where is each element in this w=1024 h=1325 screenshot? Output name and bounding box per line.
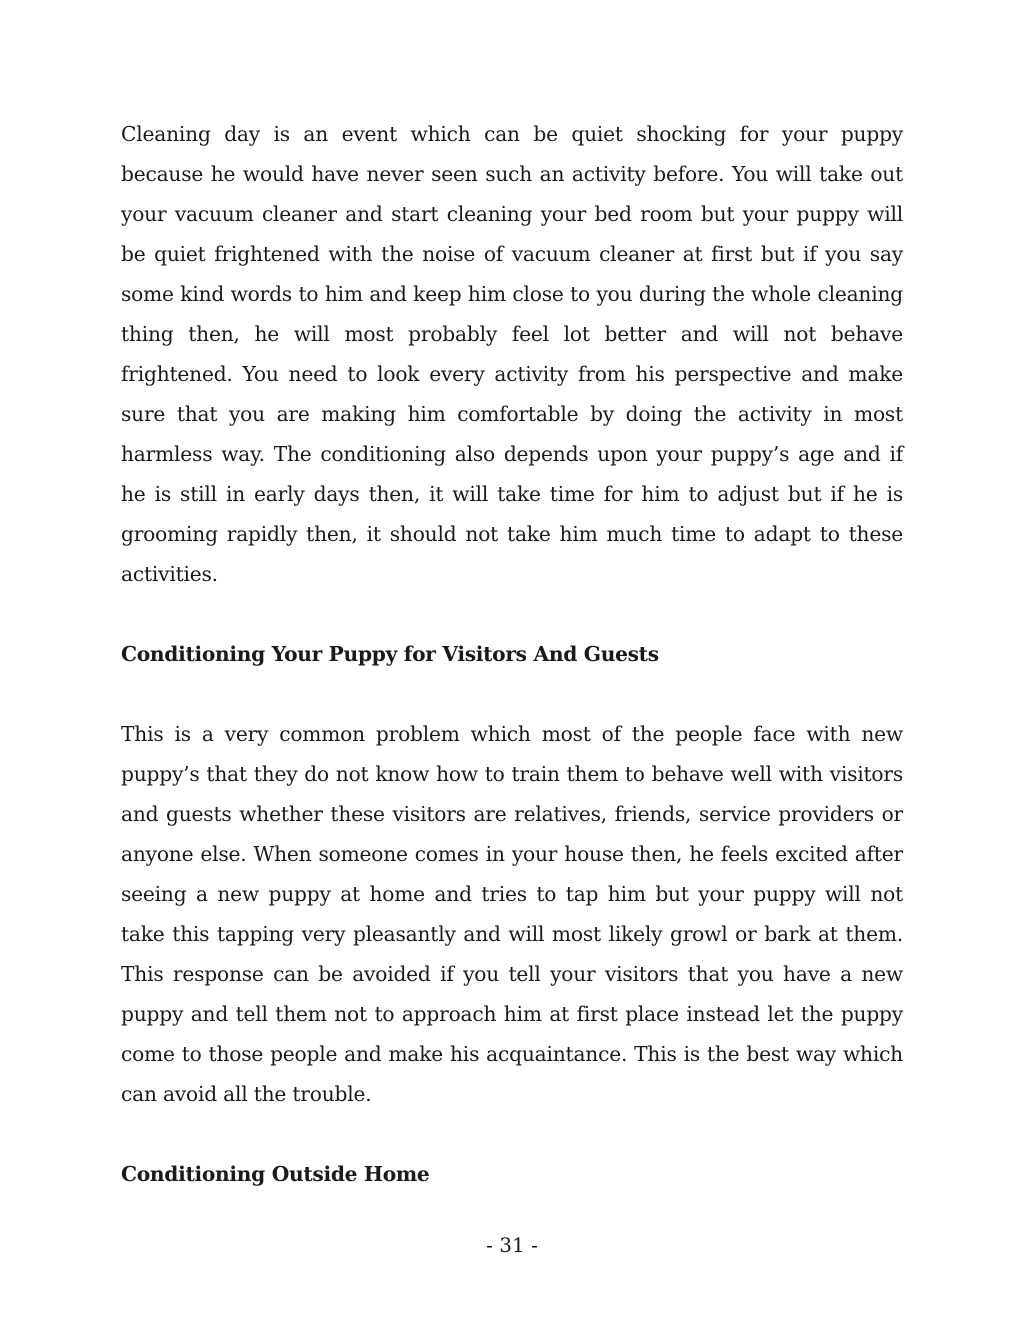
page-content [121, 114, 903, 1194]
page-number: - 31 - [486, 1233, 538, 1257]
heading-outside-home: Conditioning Outside Home [121, 1162, 430, 1186]
spacer [121, 674, 903, 714]
spacer [121, 594, 903, 634]
paragraph-visitors: This is a very common problem which most of the people face with new puppy’s that they do not know how to train them to behave well with visitors and guests whether these visitors are relatives, friends, service providers or anyone else. When someone comes in your house then, he feels excited after seeing a new puppy at home and tries to tap him but your puppy will not take this tapping very pleasantly and will most likely growl or bark at them. This response can be avoided if you tell your visitors that you have a new puppy and tell them not to approach him at first place instead let the puppy come to those people and make his acquaintance. This is the best way which can avoid all the trouble. [121, 722, 903, 1106]
spacer [121, 1114, 903, 1154]
paragraph-cleaning-day: Cleaning day is an event which can be quiet shocking for your puppy because he would have never seen such an activity before. You will take out your vacuum cleaner and start cleaning your bed room but your puppy will be quiet frightened with the noise of vacuum cleaner at first but if you say some kind words to him and keep him close to you during the whole cleaning thing then, he will most probably feel lot better and will not behave frightened. You need to look every activity from his perspective and make sure that you are making him comfortable by doing the activity in most harmless way. The conditioning also depends upon your puppy’s age and if he is still in early days then, it will take time for him to adjust but if he is grooming rapidly then, it should not take him much time to adapt to these activities. [121, 122, 903, 586]
heading-visitors-and-guests: Conditioning Your Puppy for Visitors And Guests [121, 642, 659, 666]
